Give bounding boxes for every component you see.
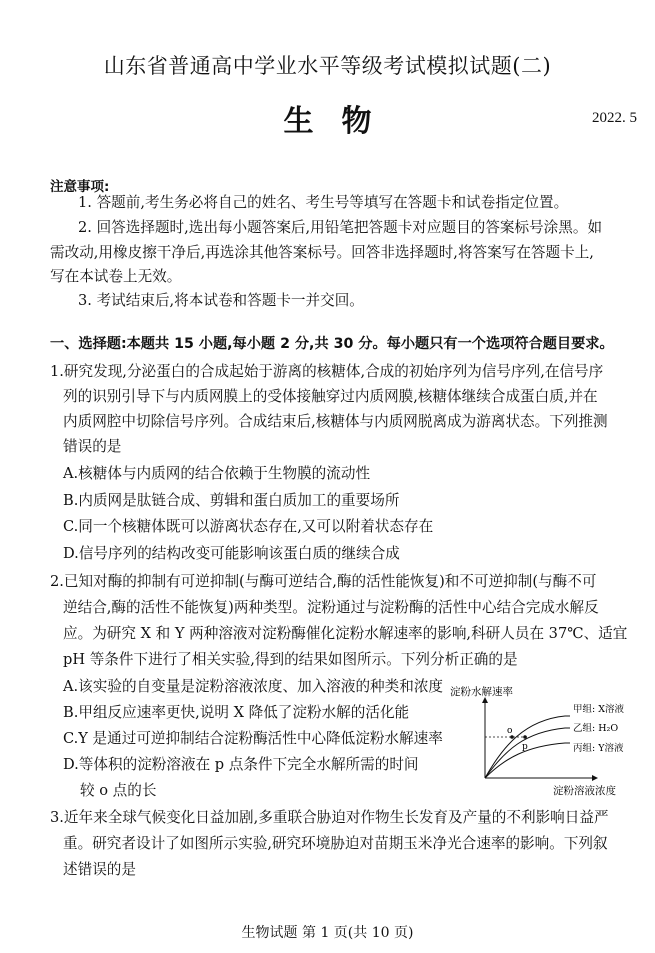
q1-stem-line: 1.研究发现,分泌蛋白的合成起始于游离的核糖体,合成的初始序列为信号序列,在信号序 xyxy=(50,363,604,380)
q3-stem-line: 3.近年来全球气候变化日益加剧,多重联合胁迫对作物生长发育及产量的不利影响日益严 xyxy=(50,809,609,826)
q3-stem-line: 述错误的是 xyxy=(63,861,136,878)
q2-option-b: B.甲组反应速率更快,说明 X 降低了淀粉水解的活化能 xyxy=(63,704,410,721)
q2-option-c: C.Y 是通过可逆抑制结合淀粉酶活性中心降低淀粉水解速率 xyxy=(63,730,443,747)
legend-jia: 甲组: X溶液 xyxy=(573,704,624,715)
q1-stem-line: 错误的是 xyxy=(63,438,122,455)
q2-stem-line: pH 等条件下进行了相关实验,得到的结果如图所示。下列分析正确的是 xyxy=(63,651,518,668)
q1-option-c: C.同一个核糖体既可以游离状态存在,又可以附着状态存在 xyxy=(63,518,434,535)
curve-yi xyxy=(485,728,570,778)
page-footer: 生物试题 第 1 页(共 10 页) xyxy=(241,925,414,941)
q1-option-b: B.内质网是肽链合成、剪辑和蛋白质加工的重要场所 xyxy=(63,492,400,509)
notice-line: 1. 答题前,考生务必将自己的姓名、考生号等填写在答题卡和试卷指定位置。 xyxy=(78,194,569,211)
figure-ylabel: 淀粉水解速率 xyxy=(450,686,513,698)
q1-stem-line: 内质网腔中切除信号序列。合成结束后,核糖体与内质网脱离成为游离状态。下列推测 xyxy=(63,413,608,430)
q2-stem-line: 2.已知对酶的抑制有可逆抑制(与酶可逆结合,酶的活性能恢复)和不可逆抑制(与酶不可 xyxy=(50,573,597,590)
q2-stem-line: 逆结合,酶的活性不能恢复)两种类型。淀粉通过与淀粉酶的活性中心结合完成水解反 xyxy=(63,599,599,616)
subject-title: 生物 xyxy=(283,104,400,139)
notice-line: 2. 回答选择题时,选出每小题答案后,用铅笔把答题卡对应题目的答案标号涂黑。如 xyxy=(78,219,603,236)
q2-option-a: A.该实验的自变量是淀粉溶液浓度、加入溶液的种类和浓度 xyxy=(63,678,444,695)
q1-stem-line: 列的识别引导下与内质网膜上的受体接触穿过内质网膜,核糖体继续合成蛋白质,并在 xyxy=(63,388,598,405)
point-o-label: o xyxy=(507,726,513,736)
notice-line: 写在本试卷上无效。 xyxy=(50,268,182,285)
q2-option-d: D.等体积的淀粉溶液在 p 点条件下完全水解所需的时间 xyxy=(63,756,419,773)
notice-line: 3. 考试结束后,将本试卷和答题卡一并交回。 xyxy=(78,292,364,309)
q1-option-d: D.信号序列的结构改变可能影响该蛋白质的继续合成 xyxy=(63,545,400,562)
legend-bing: 丙组: Y溶液 xyxy=(573,743,624,754)
exam-date: 2022. 5 xyxy=(592,110,637,126)
q2-stem-line: 应。为研究 X 和 Y 两种溶液对淀粉酶催化淀粉水解速率的影响,科研人员在 37℃、适宜 xyxy=(63,625,628,642)
rate-figure xyxy=(445,680,645,800)
exam-title: 山东省普通高中学业水平等级考试模拟试题(二) xyxy=(103,54,552,78)
notice-heading: 注意事项: xyxy=(50,179,110,195)
notice-line: 需改动,用橡皮擦干净后,再选涂其他答案标号。回答非选择题时,将答案写在答题卡上, xyxy=(50,244,594,261)
q2-option-d-cont: 较 o 点的长 xyxy=(80,782,157,799)
q3-stem-line: 重。研究者设计了如图所示实验,研究环境胁迫对苗期玉米净光合速率的影响。下列叙 xyxy=(63,835,608,852)
legend-yi: 乙组: H₂O xyxy=(573,723,619,734)
point-p-marker xyxy=(523,735,527,739)
section-heading: 一、选择题:本题共 15 小题,每小题 2 分,共 30 分。每小题只有一个选项符合题目要求。 xyxy=(50,336,614,352)
figure-xlabel: 淀粉溶液浓度 xyxy=(553,785,616,797)
point-p-label: p xyxy=(522,742,528,752)
q1-option-a: A.核糖体与内质网的结合依赖于生物膜的流动性 xyxy=(63,465,371,482)
